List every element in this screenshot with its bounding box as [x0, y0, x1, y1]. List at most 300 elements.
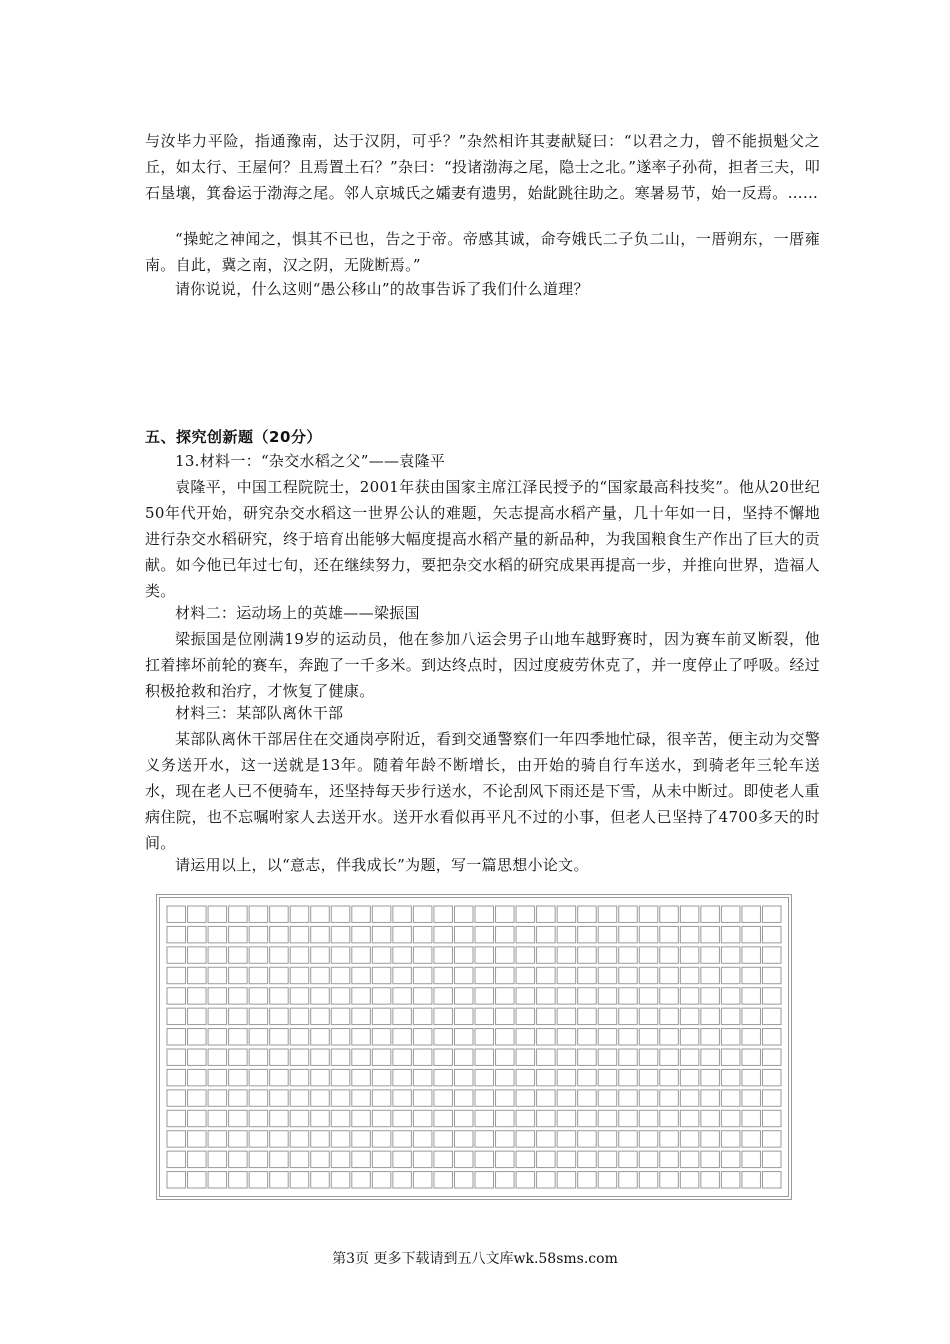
grid-cell [762, 1131, 781, 1147]
grid-cell [393, 1049, 412, 1065]
grid-cell [660, 1172, 679, 1188]
grid-cell [229, 988, 248, 1004]
grid-cell [372, 1110, 391, 1126]
grid-cell [742, 967, 761, 983]
grid-cell [475, 1151, 494, 1167]
grid-cell [311, 1110, 330, 1126]
grid-cell [249, 926, 268, 942]
grid-cell [229, 967, 248, 983]
grid-cell [680, 1172, 699, 1188]
grid-cell [454, 1151, 473, 1167]
material-2-title: 材料二：运动场上的英雄——梁振国 [175, 604, 420, 622]
grid-cell [742, 1131, 761, 1147]
grid-cell [742, 1151, 761, 1167]
grid-cell [270, 906, 289, 922]
grid-cell [290, 947, 309, 963]
grid-cell [537, 906, 556, 922]
grid-cell [454, 947, 473, 963]
grid-cell [167, 947, 186, 963]
grid-cell [352, 967, 371, 983]
grid-cell [311, 967, 330, 983]
grid-cell [496, 1090, 515, 1106]
grid-cell [619, 967, 638, 983]
grid-cell [742, 926, 761, 942]
grid-cell [578, 1172, 597, 1188]
grid-cell [188, 988, 207, 1004]
grid-cell [721, 906, 740, 922]
grid-cell [229, 1131, 248, 1147]
grid-cell [352, 1049, 371, 1065]
grid-cell [413, 988, 432, 1004]
grid-cell [516, 1090, 535, 1106]
grid-cell [516, 1008, 535, 1024]
grid-cell [454, 906, 473, 922]
grid-cell [372, 1131, 391, 1147]
grid-cell [762, 1029, 781, 1045]
grid-cell [598, 1008, 617, 1024]
grid-cell [537, 1029, 556, 1045]
grid-cell [311, 1069, 330, 1085]
grid-cell [496, 1172, 515, 1188]
grid-cell [680, 967, 699, 983]
grid-cell [701, 947, 720, 963]
grid-cell [701, 906, 720, 922]
grid-cell [639, 1029, 658, 1045]
material-2-text: 梁振国是位刚满19岁的运动员，他在参加八运会男子山地车越野赛时，因为赛车前叉断裂，他扛着摔坏前轮的赛车，奔跑了一千多米。到达终点时，因过度疲劳休克了，并一度停止了呼吸。经过积极抢救和治疗，才恢复了健康。 [145, 630, 820, 700]
grid-cell [557, 988, 576, 1004]
grid-cell [578, 947, 597, 963]
grid-cell [578, 926, 597, 942]
grid-cell [393, 1110, 412, 1126]
grid-cell [639, 1049, 658, 1065]
grid-cell [557, 1069, 576, 1085]
grid-cell [762, 1069, 781, 1085]
grid-cell [454, 926, 473, 942]
grid-cell [229, 1110, 248, 1126]
grid-cell [434, 1049, 453, 1065]
grid-cell [208, 947, 227, 963]
grid-cell [311, 1131, 330, 1147]
grid-cell [496, 926, 515, 942]
grid-cell [516, 1029, 535, 1045]
grid-cell [742, 988, 761, 1004]
grid-cell [516, 1049, 535, 1065]
grid-cell [701, 1090, 720, 1106]
grid-cell [680, 926, 699, 942]
grid-cell [680, 1151, 699, 1167]
grid-cell [598, 1151, 617, 1167]
grid-cell [701, 1151, 720, 1167]
grid-cell [311, 947, 330, 963]
grid-cell [290, 1172, 309, 1188]
grid-cell [516, 947, 535, 963]
grid-cell [208, 906, 227, 922]
grid-cell [742, 906, 761, 922]
grid-cell [249, 988, 268, 1004]
grid-cell [660, 1131, 679, 1147]
grid-cell [208, 1049, 227, 1065]
grid-cell [619, 1008, 638, 1024]
grid-cell [557, 1090, 576, 1106]
grid-cell [208, 1069, 227, 1085]
grid-cell [516, 1131, 535, 1147]
grid-cell [742, 1029, 761, 1045]
grid-cell [352, 1069, 371, 1085]
grid-cell [619, 1069, 638, 1085]
grid-cell [660, 1151, 679, 1167]
grid-cell [742, 1049, 761, 1065]
grid-cell [208, 1008, 227, 1024]
grid-cell [434, 1131, 453, 1147]
grid-cell [229, 1029, 248, 1045]
grid-cell [619, 1090, 638, 1106]
grid-cell [537, 1008, 556, 1024]
grid-cell [639, 1131, 658, 1147]
grid-cell [393, 1131, 412, 1147]
grid-cell [270, 1008, 289, 1024]
grid-cell [454, 1172, 473, 1188]
grid-cell [270, 947, 289, 963]
grid-cell [434, 1110, 453, 1126]
grid-cell [270, 1090, 289, 1106]
grid-cell [475, 967, 494, 983]
grid-cell [660, 947, 679, 963]
grid-cell [557, 1151, 576, 1167]
grid-cell [578, 967, 597, 983]
grid-cell [331, 1172, 350, 1188]
grid-cell [680, 1110, 699, 1126]
grid-cell [557, 1008, 576, 1024]
grid-cell [413, 967, 432, 983]
grid-cell [762, 1008, 781, 1024]
grid-cell [372, 1151, 391, 1167]
grid-cell [352, 926, 371, 942]
grid-cell [331, 906, 350, 922]
grid-cell [188, 1110, 207, 1126]
grid-cell [208, 1131, 227, 1147]
grid-cell [249, 1029, 268, 1045]
grid-cell [188, 967, 207, 983]
grid-cell [598, 967, 617, 983]
grid-cell [331, 1131, 350, 1147]
grid-cell [598, 947, 617, 963]
grid-cell [352, 1029, 371, 1045]
grid-cell [619, 947, 638, 963]
grid-cell [721, 1172, 740, 1188]
grid-cell [578, 988, 597, 1004]
grid-cell [393, 926, 412, 942]
grid-cell [249, 906, 268, 922]
grid-cell [475, 1131, 494, 1147]
grid-cell [660, 1069, 679, 1085]
grid-cell [475, 1090, 494, 1106]
grid-cell [721, 947, 740, 963]
grid-cell [331, 947, 350, 963]
grid-cell [496, 906, 515, 922]
grid-cell [537, 988, 556, 1004]
writing-grid[interactable] [156, 894, 792, 1200]
grid-cell [578, 1008, 597, 1024]
grid-cell [331, 1008, 350, 1024]
question-13-label: 13.材料一：“杂交水稻之父”——袁隆平 [175, 452, 446, 470]
grid-cell [680, 1069, 699, 1085]
grid-cell [229, 1049, 248, 1065]
grid-cell [372, 1172, 391, 1188]
grid-cell [721, 1029, 740, 1045]
grid-cell [434, 1090, 453, 1106]
grid-cell [413, 1049, 432, 1065]
grid-cell [496, 947, 515, 963]
grid-cell [721, 1090, 740, 1106]
grid-cell [496, 1151, 515, 1167]
grid-cell [311, 906, 330, 922]
grid-cell [619, 1029, 638, 1045]
grid-cell [496, 1049, 515, 1065]
material-1-text: 袁隆平，中国工程院院士，2001年获由国家主席江泽民授予的“国家最高科技奖”。他从20世纪50年代开始，研究杂交水稻这一世界公认的难题，矢志提高水稻产量，几十年如一日，坚持不懈地进行杂交水稻研究，终于培育出能够大幅度提高水稻产量的新品种，为我国粮食生产作出了巨大的贡献。如今他已年过七旬，还在继续努力，要把杂交水稻的研究成果再提高一步，并推向世界，造福人类。 [145, 478, 820, 600]
grid-cell [680, 988, 699, 1004]
grid-cell [537, 947, 556, 963]
grid-cell [578, 1090, 597, 1106]
grid-cell [721, 988, 740, 1004]
grid-cell [331, 1090, 350, 1106]
grid-cell [660, 1008, 679, 1024]
grid-cell [619, 1131, 638, 1147]
grid-cell [557, 1131, 576, 1147]
grid-cell [249, 1151, 268, 1167]
grid-cell [537, 1172, 556, 1188]
grid-cell [742, 1090, 761, 1106]
grid-cell [475, 1029, 494, 1045]
grid-cell [249, 1008, 268, 1024]
grid-cell [208, 926, 227, 942]
grid-cell [434, 1151, 453, 1167]
grid-cell [413, 906, 432, 922]
grid-cell [578, 1049, 597, 1065]
grid-cell [188, 1131, 207, 1147]
grid-cell [475, 1110, 494, 1126]
grid-cell [188, 926, 207, 942]
grid-cell [413, 1029, 432, 1045]
grid-cell [270, 1131, 289, 1147]
grid-cell [557, 1172, 576, 1188]
grid-cell [639, 947, 658, 963]
grid-cell [619, 926, 638, 942]
grid-cell [721, 1008, 740, 1024]
grid-cell [475, 1172, 494, 1188]
grid-cell [454, 1029, 473, 1045]
grid-cell [701, 988, 720, 1004]
grid-cell [167, 906, 186, 922]
grid-cell [516, 1172, 535, 1188]
material-3-title: 材料三：某部队离休干部 [175, 704, 344, 722]
grid-cell [188, 1008, 207, 1024]
grid-cell [762, 1090, 781, 1106]
grid-cell [331, 1029, 350, 1045]
grid-cell [167, 1090, 186, 1106]
grid-cell [496, 1008, 515, 1024]
grid-cell [762, 906, 781, 922]
page-footer: 第3页 更多下载请到五八文库wk.58sms.com [332, 1251, 618, 1267]
grid-cell [557, 967, 576, 983]
grid-cell [742, 1110, 761, 1126]
grid-cell [352, 1008, 371, 1024]
grid-cell [434, 1029, 453, 1045]
grid-cell [537, 1090, 556, 1106]
grid-cell [434, 988, 453, 1004]
grid-cell [680, 906, 699, 922]
grid-cell [352, 947, 371, 963]
grid-cell [249, 1110, 268, 1126]
grid-cell [290, 1029, 309, 1045]
grid-cell [516, 926, 535, 942]
grid-cell [721, 967, 740, 983]
grid-cell [249, 1172, 268, 1188]
grid-cell [311, 1090, 330, 1106]
grid-cell [639, 906, 658, 922]
grid-cell [188, 947, 207, 963]
grid-cell [311, 1029, 330, 1045]
grid-cell [578, 1069, 597, 1085]
grid-cell [413, 1069, 432, 1085]
writing-grid-cells [160, 898, 788, 1196]
grid-cell [742, 1008, 761, 1024]
grid-cell [537, 1131, 556, 1147]
grid-cell [537, 967, 556, 983]
grid-cell [188, 1049, 207, 1065]
grid-cell [454, 1008, 473, 1024]
grid-cell [680, 1029, 699, 1045]
grid-cell [270, 1069, 289, 1085]
grid-cell [639, 1151, 658, 1167]
grid-cell [475, 1008, 494, 1024]
grid-cell [598, 906, 617, 922]
grid-cell [311, 1049, 330, 1065]
grid-cell [454, 967, 473, 983]
grid-cell [393, 967, 412, 983]
grid-cell [701, 1131, 720, 1147]
grid-cell [167, 1110, 186, 1126]
grid-cell [249, 1090, 268, 1106]
grid-cell [270, 967, 289, 983]
grid-cell [496, 988, 515, 1004]
grid-cell [413, 926, 432, 942]
grid-cell [701, 1049, 720, 1065]
grid-cell [249, 967, 268, 983]
grid-cell [742, 1172, 761, 1188]
grid-cell [619, 1110, 638, 1126]
grid-cell [372, 1049, 391, 1065]
grid-cell [229, 1090, 248, 1106]
grid-cell [229, 1008, 248, 1024]
grid-cell [372, 947, 391, 963]
essay-prompt: 请运用以上，以“意志，伴我成长”为题，写一篇思想小论文。 [175, 856, 589, 874]
grid-cell [331, 1110, 350, 1126]
grid-cell [537, 1151, 556, 1167]
grid-cell [372, 988, 391, 1004]
grid-cell [454, 1090, 473, 1106]
grid-cell [537, 1069, 556, 1085]
grid-cell [229, 1172, 248, 1188]
grid-cell [290, 1069, 309, 1085]
grid-cell [290, 1131, 309, 1147]
grid-cell [557, 926, 576, 942]
grid-cell [762, 988, 781, 1004]
section-5-title: 五、探究创新题（20分） [145, 428, 322, 446]
grid-cell [578, 1151, 597, 1167]
grid-cell [619, 1172, 638, 1188]
grid-cell [475, 1069, 494, 1085]
grid-cell [680, 947, 699, 963]
grid-cell [496, 1069, 515, 1085]
grid-cell [434, 1008, 453, 1024]
grid-cell [331, 988, 350, 1004]
grid-cell [167, 988, 186, 1004]
grid-cell [270, 1110, 289, 1126]
grid-cell [270, 926, 289, 942]
grid-cell [598, 1029, 617, 1045]
grid-cell [167, 1151, 186, 1167]
grid-cell [311, 988, 330, 1004]
grid-cell [721, 1069, 740, 1085]
grid-cell [352, 1110, 371, 1126]
story-question: 请你说说，什么这则“愚公移山”的故事告诉了我们什么道理？ [175, 280, 589, 298]
grid-cell [352, 1090, 371, 1106]
grid-cell [352, 1131, 371, 1147]
grid-cell [393, 1069, 412, 1085]
grid-cell [331, 967, 350, 983]
grid-cell [639, 967, 658, 983]
grid-cell [557, 906, 576, 922]
grid-cell [701, 1069, 720, 1085]
grid-cell [290, 1008, 309, 1024]
grid-cell [721, 1151, 740, 1167]
grid-cell [413, 1151, 432, 1167]
grid-cell [578, 906, 597, 922]
grid-cell [721, 926, 740, 942]
grid-cell [598, 1131, 617, 1147]
grid-cell [721, 1131, 740, 1147]
grid-cell [598, 1090, 617, 1106]
grid-cell [762, 1172, 781, 1188]
grid-cell [311, 1172, 330, 1188]
grid-cell [188, 906, 207, 922]
grid-cell [167, 967, 186, 983]
grid-cell [475, 926, 494, 942]
grid-cell [537, 1110, 556, 1126]
grid-cell [249, 1069, 268, 1085]
grid-cell [660, 1049, 679, 1065]
grid-cell [290, 1090, 309, 1106]
grid-cell [393, 947, 412, 963]
grid-cell [680, 1090, 699, 1106]
grid-cell [352, 906, 371, 922]
story-paragraph-2: “操蛇之神闻之，惧其不已也，告之于帝。帝感其诚，命夸娥氏二子负二山，一厝朔东，一厝雍南。自此，冀之南，汉之阴，无陇断焉。” [145, 230, 820, 274]
grid-cell [413, 1131, 432, 1147]
grid-cell [249, 947, 268, 963]
grid-cell [454, 1110, 473, 1126]
grid-cell [721, 1110, 740, 1126]
grid-cell [208, 1172, 227, 1188]
grid-cell [701, 1110, 720, 1126]
grid-cell [393, 906, 412, 922]
grid-cell [413, 1090, 432, 1106]
grid-cell [188, 1090, 207, 1106]
grid-cell [578, 1131, 597, 1147]
grid-cell [413, 947, 432, 963]
grid-cell [372, 1069, 391, 1085]
grid-cell [537, 1049, 556, 1065]
grid-cell [619, 906, 638, 922]
